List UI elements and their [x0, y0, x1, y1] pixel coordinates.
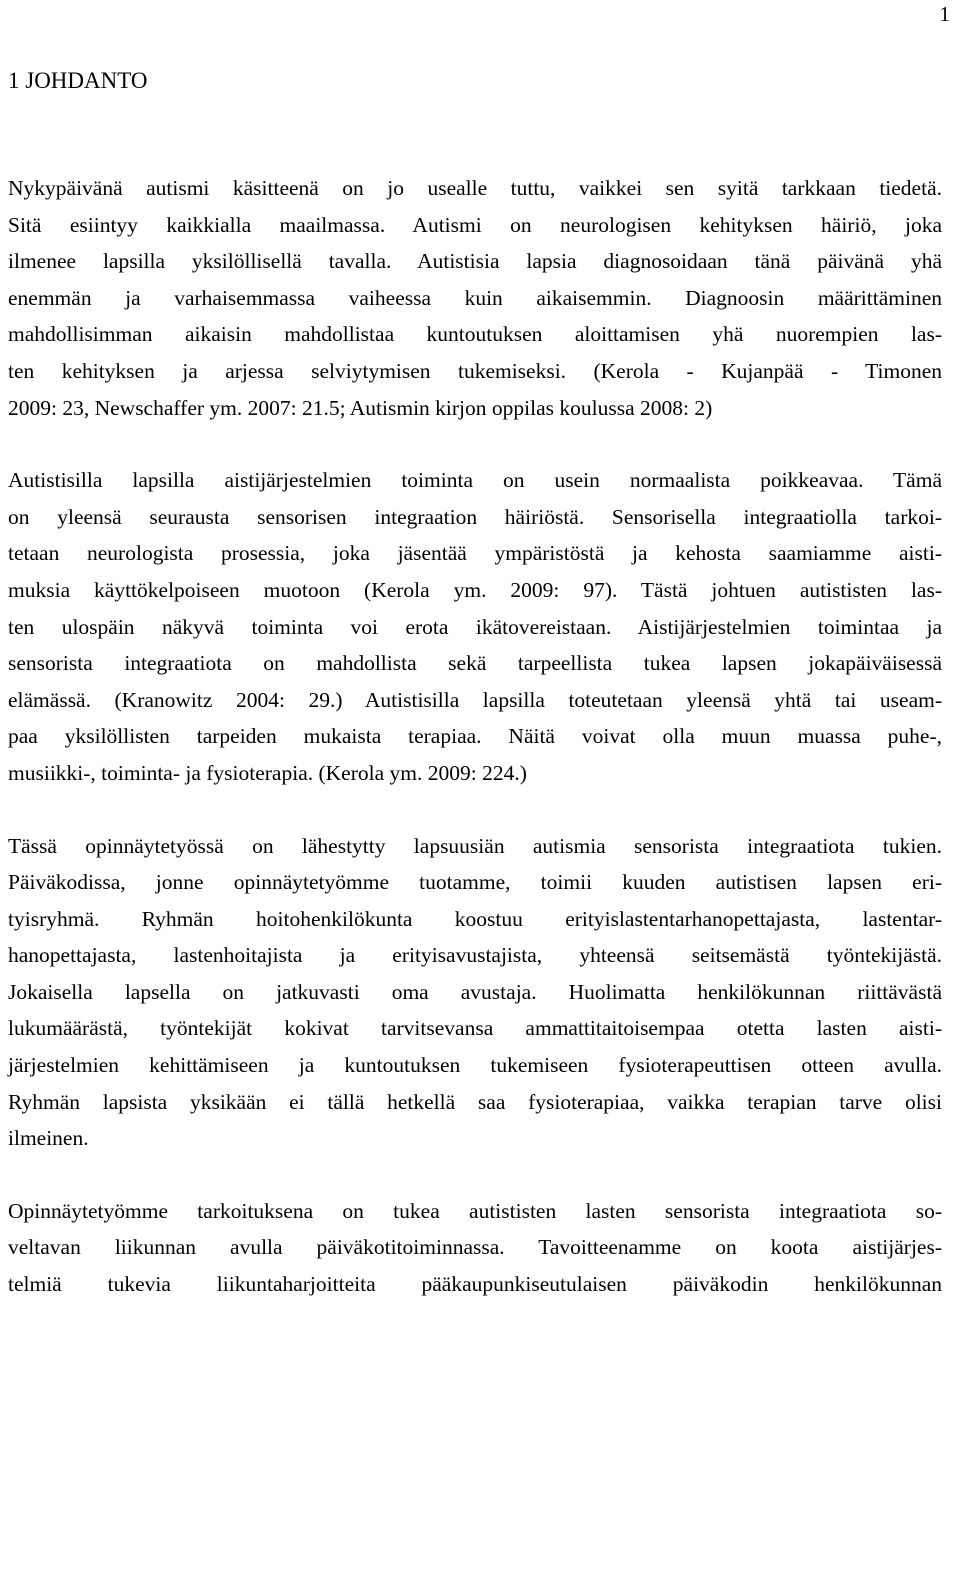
text-line: Opinnäytetyömme tarkoituksena on tukea autististen lasten sensorista integraatiota so- [8, 1198, 942, 1223]
text-line: veltavan liikunnan avulla päiväkotitoiminnassa. Tavoitteenamme on koota aistijärjes- [8, 1235, 942, 1260]
text-line: Jokaisella lapsella on jatkuvasti oma avustaja. Huolimatta henkilökunnan riittävästä [8, 979, 942, 1004]
paragraph-spacer [8, 1157, 942, 1193]
paragraph-1 [8, 170, 942, 426]
text-line: telmiä tukevia liikuntaharjoitteita pääkaupunkiseutulaisen päiväkodin henkilökunnan [8, 1272, 942, 1297]
text-line: Tässä opinnäytetyössä on lähestytty lapsuusiän autismia sensorista integraatiota tukien. [8, 833, 942, 858]
text-line: Ryhmän lapsista yksikään ei tällä hetkellä saa fysioterapiaa, vaikka terapian tarve olisi [8, 1089, 942, 1114]
text-line: Päiväkodissa, jonne opinnäytetyömme tuotamme, toimii kuuden autistisen lapsen eri- [8, 870, 942, 895]
text-line: ten kehityksen ja arjessa selviytymisen tukemiseksi. (Kerola - Kujanpää - Timonen [8, 358, 942, 383]
text-line: tyisryhmä. Ryhmän hoitohenkilökunta koostuu erityislastentarhanopettajasta, lastentar- [8, 906, 942, 931]
page-number: 1 [939, 2, 950, 26]
text-line: muksia käyttökelpoiseen muotoon (Kerola ym. 2009: 97). Tästä johtuen autististen las- [8, 577, 942, 602]
paragraph-2 [8, 462, 942, 791]
text-line: hanopettajasta, lastenhoitajista ja erityisavustajista, yhteensä seitsemästä työntekijästä. [8, 943, 942, 968]
text-line: elämässä. (Kranowitz 2004: 29.) Autistisilla lapsilla toteutetaan yleensä yhtä tai useam- [8, 687, 942, 712]
paragraph-spacer [8, 426, 942, 462]
text-line: Sitä esiintyy kaikkialla maailmassa. Autismi on neurologisen kehityksen häiriö, joka [8, 212, 942, 237]
text-line: enemmän ja varhaisemmassa vaiheessa kuin aikaisemmin. Diagnoosin määrittäminen [8, 285, 942, 310]
text-line: järjestelmien kehittämiseen ja kuntoutuksen tukemiseen fysioterapeuttisen otteen avulla. [8, 1053, 942, 1078]
text-line: sensorista integraatiota on mahdollista sekä tarpeellista tukea lapsen jokapäiväisessä [8, 651, 942, 676]
text-line: ten ulospäin näkyvä toiminta voi erota ikätovereistaan. Aistijärjestelmien toimintaa ja [8, 614, 942, 639]
paragraph-4 [8, 1193, 942, 1303]
body-text [8, 170, 942, 1303]
text-line: paa yksilöllisten tarpeiden mukaista terapiaa. Näitä voivat olla muun muassa puhe-, [8, 724, 942, 749]
text-line: lukumäärästä, työntekijät kokivat tarvitsevansa ammattitaitoisempaa otetta lasten aisti- [8, 1016, 942, 1041]
text-line: ilmeinen. [8, 1126, 89, 1151]
paragraph-3 [8, 828, 942, 1157]
text-line: ilmenee lapsilla yksilöllisellä tavalla. Autistisia lapsia diagnosoidaan tänä päivänä yhä [8, 249, 942, 274]
text-line: mahdollisimman aikaisin mahdollistaa kuntoutuksen aloittamisen yhä nuorempien las- [8, 322, 942, 347]
section-heading: 1 JOHDANTO [8, 68, 148, 93]
paragraph-spacer [8, 792, 942, 828]
text-line: musiikki-, toiminta- ja fysioterapia. (Kerola ym. 2009: 224.) [8, 760, 527, 785]
text-line: tetaan neurologista prosessia, joka jäsentää ympäristöstä ja kehosta saamiamme aisti- [8, 541, 942, 566]
text-line: on yleensä seurausta sensorisen integraation häiriöstä. Sensorisella integraatiolla tarkoi- [8, 504, 942, 529]
text-line: 2009: 23, Newschaffer ym. 2007: 21.5; Autismin kirjon oppilas koulussa 2008: 2) [8, 395, 713, 420]
text-line: Nykypäivänä autismi käsitteenä on jo usealle tuttu, vaikkei sen syitä tarkkaan tiedetä. [8, 176, 942, 200]
text-line: Autistisilla lapsilla aistijärjestelmien toiminta on usein normaalista poikkeavaa. Tämä [8, 468, 942, 493]
